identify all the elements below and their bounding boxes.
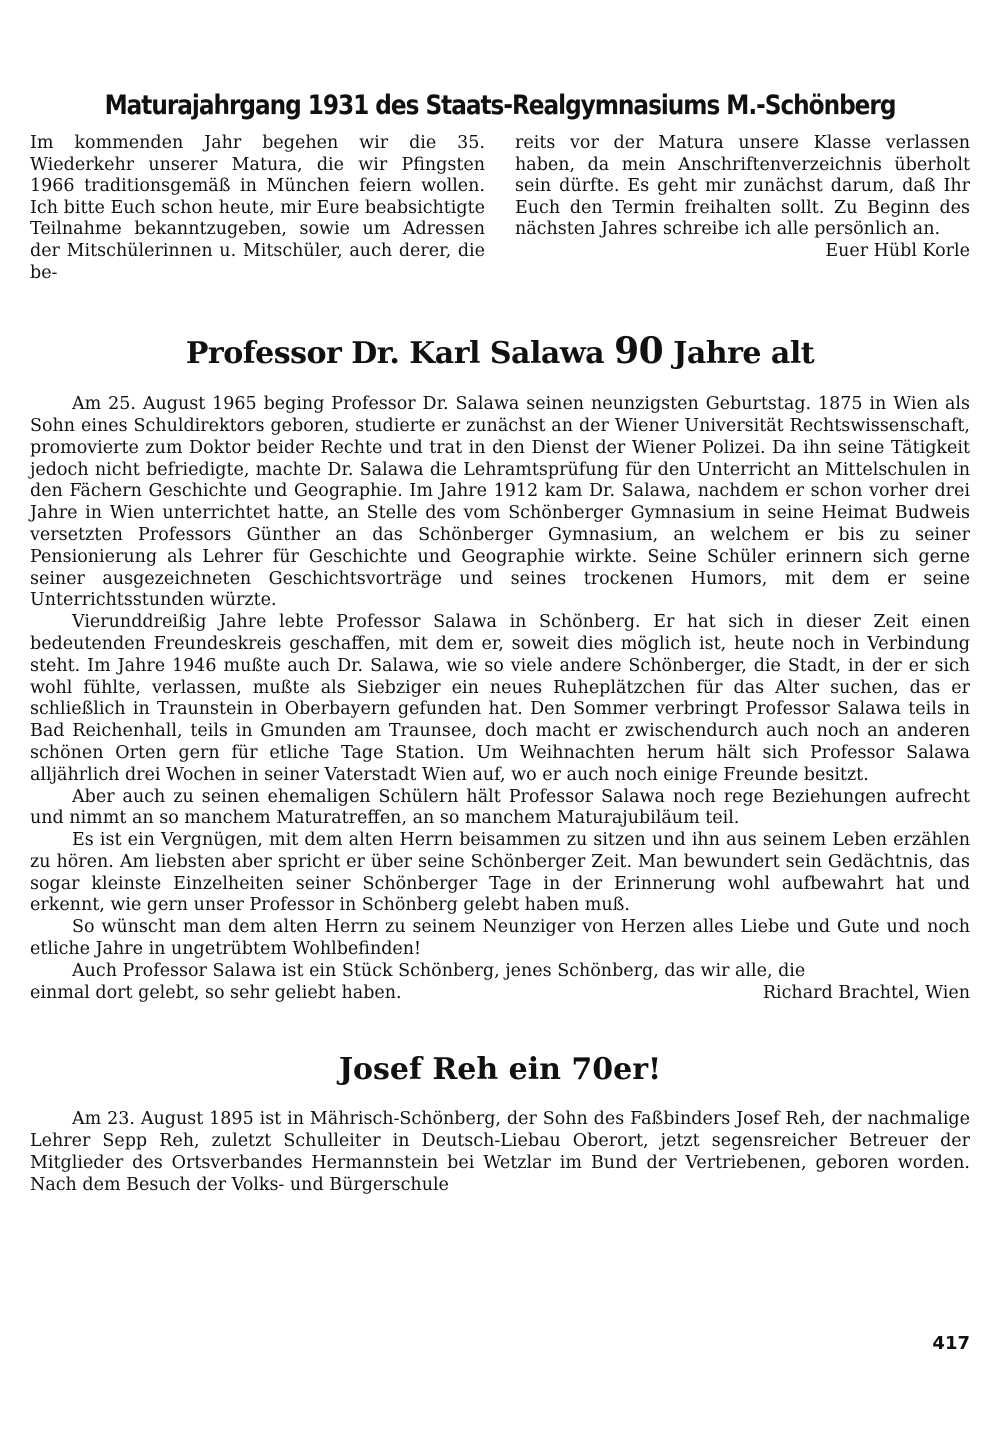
notice-text-right: reits vor der Matura unsere Klasse verlassen haben, da mein Anschriftenverzeichnis überholt sein dürfte. Es geht mir zunächst darum, daß Ihr Euch den Termin freihalten sollt. Zu Beginn des nächsten Jahres schreibe ich alle persönlich an. (515, 133, 970, 240)
salawa-paragraph-6-start: Auch Professor Salawa ist ein Stück Schönberg, jenes Schönberg, das wir alle, die (72, 960, 806, 981)
notice-column-left (30, 133, 485, 284)
salawa-paragraph-4: Es ist ein Vergnügen, mit dem alten Herrn beisammen zu sitzen und ihn aus seinem Leben erzählen zu hören. Am liebsten aber spricht er über seine Schönberger Zeit. Man bewundert sein Gedächtnis, das sogar kleinste Einzelheiten seiner Schönberger Tage in der Erinnerung wohl aufbewahrt hat und erkennt, wie gern unser Professor in Schönberg gelebt haben muß. (30, 830, 970, 916)
notice-column-right (515, 133, 970, 284)
salawa-article (30, 394, 970, 1004)
notice-columns (30, 133, 970, 284)
salawa-paragraph-6-end: einmal dort gelebt, so sehr geliebt haben. (30, 982, 402, 1003)
salawa-paragraph-3: Aber auch zu seinen ehemaligen Schülern hält Professor Salawa noch rege Beziehungen aufrecht und nimmt an so manchem Maturatreffen, an so manchem Maturajubiläum teil. (30, 786, 970, 829)
page-number: 417 (932, 1333, 970, 1354)
document-page (30, 80, 970, 1197)
salawa-title (30, 330, 970, 372)
notice-title: Maturajahrgang 1931 des Staats-Realgymnasiums M.-Schönberg (104, 90, 896, 121)
salawa-paragraph-1: Am 25. August 1965 beging Professor Dr. Salawa seinen neunzigsten Geburtstag. 1875 in Wien als Sohn eines Schuldirektors geboren, studierte er zunächst an der Wiener Universität Rechtswissenschaft, promovierte zum Doktor beider Rechte und trat in den Dienst der Wiener Polizei. Da ihn seine Tätigkeit jedoch nicht befriedigte, machte Dr. Salawa die Lehramtsprüfung für den Unterricht an Mittelschulen in den Fächern Geschichte und Geographie. Im Jahre 1912 kam Dr. Salawa, nachdem er schon vorher drei Jahre in Wien unterrichtet hatte, an Stelle des vom Schönberger Gymnasium in seine Heimat Budweis versetzten Professors Günther an das Schönberger Gymnasium, an welchem er bis zu seiner Pensionierung als Lehrer für Geschichte und Geographie wirkte. Seine Schüler erinnern sich gerne seiner ausgezeichneten Geschichtsvorträge und seines trockenen Humors, mit dem er seine Unterrichtsstunden würzte. (30, 394, 970, 611)
salawa-title-prefix: Professor Dr. Karl Salawa (185, 336, 605, 372)
salawa-closing-line (30, 983, 970, 1005)
salawa-paragraph-2: Vierunddreißig Jahre lebte Professor Salawa in Schönberg. Er hat sich in dieser Zeit einen bedeutenden Freundeskreis geschaffen, mit dem er, soweit dies möglich ist, heute noch in Verbindung steht. Im Jahre 1946 mußte auch Dr. Salawa, wie so viele andere Schönberger, die Stadt, in der er sich wohl fühlte, verlassen, mußte als Siebziger ein neues Ruheplätzchen für das Alter suchen, das er schließlich in Traunstein in Oberbayern gefunden hat. Den Sommer verbringt Professor Salawa teils in Bad Reichenhall, teils in Gmunden am Traunsee, doch macht er zwischendurch auch noch an anderen schönen Orten gern für etliche Tage Station. Um Weihnachten herum hält sich Professor Salawa alljährlich drei Wochen in seiner Vaterstadt Wien auf, wo er auch noch einige Freunde besitzt. (30, 612, 970, 785)
reh-paragraph-1: Am 23. August 1895 ist in Mährisch-Schönberg, der Sohn des Faßbinders Josef Reh, der nachmalige Lehrer Sepp Reh, zuletzt Schulleiter in Deutsch-Liebau Oberort, jetzt segensreicher Betreuer der Mitglieder des Ortsverbandes Hermannstein bei Wetzlar im Bund der Vertriebenen, geboren worden. Nach dem Besuch der Volks- und Bürgerschule (30, 1109, 970, 1195)
salawa-title-number: 90 (614, 330, 664, 373)
salawa-title-suffix: Jahre alt (673, 336, 815, 372)
salawa-signature: Richard Brachtel, Wien (762, 982, 970, 1003)
notice-text-left: Im kommenden Jahr begehen wir die 35. Wiederkehr unserer Matura, die wir Pfingsten 1966 traditionsgemäß in München feiern wollen. Ich bitte Euch schon heute, mir Eure beabsichtigte Teilnahme bekanntzugeben, sowie um Adressen der Mitschülerinnen u. Mitschüler, auch derer, die be- (30, 133, 485, 283)
reh-article (30, 1109, 970, 1196)
notice-signature: Euer Hübl Korle (825, 240, 970, 261)
reh-title: Josef Reh ein 70er! (338, 1052, 662, 1088)
salawa-paragraph-5: So wünscht man dem alten Herrn zu seinem Neunziger von Herzen alles Liebe und Gute und noch etliche Jahre in ungetrübtem Wohlbefinden! (30, 917, 970, 960)
